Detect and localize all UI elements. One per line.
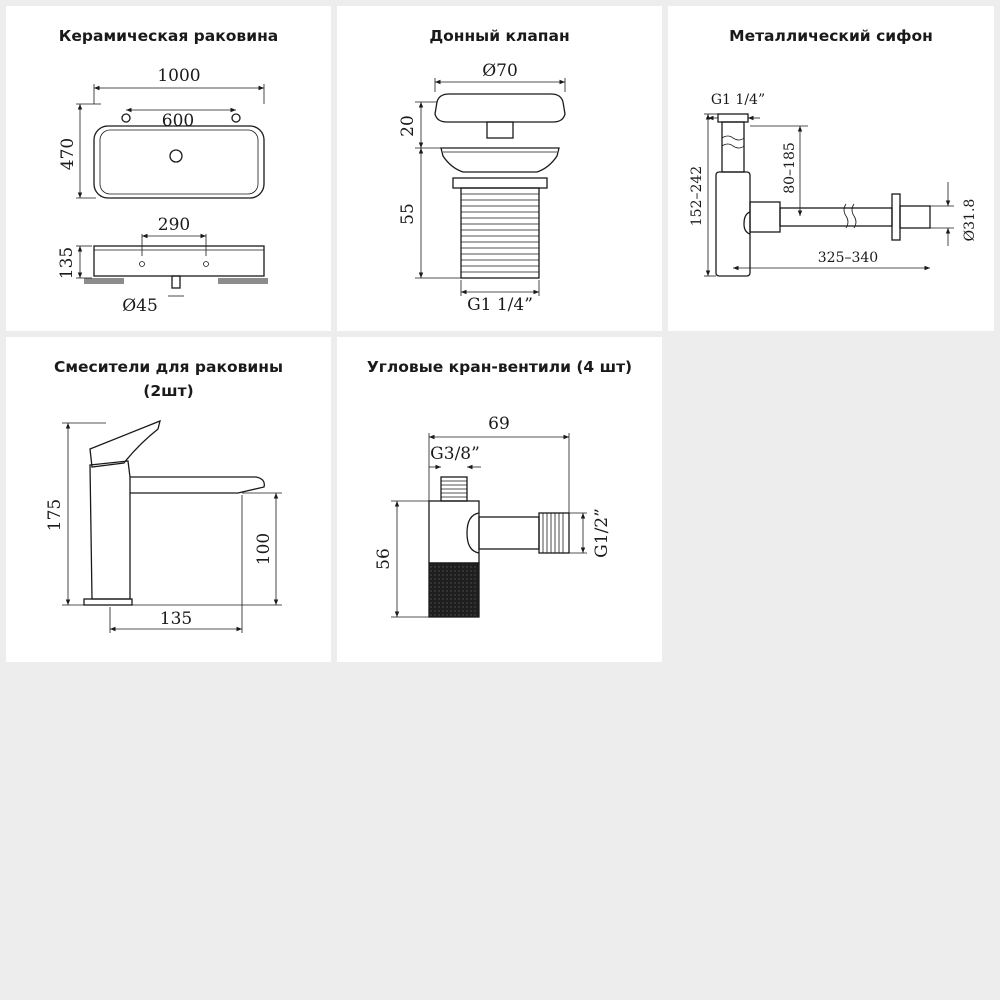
valve-outlet-pipe bbox=[479, 517, 539, 549]
siphon-bottle bbox=[716, 172, 750, 276]
siphon-wall-flange bbox=[892, 194, 900, 240]
dim-height: 175 bbox=[45, 498, 65, 532]
sink-bowl bbox=[100, 130, 258, 194]
valve-body bbox=[429, 501, 479, 563]
valve-nut bbox=[453, 178, 547, 188]
dim-diameter: Ø70 bbox=[482, 61, 518, 81]
valve-knob bbox=[429, 563, 479, 617]
drain-hole bbox=[170, 150, 182, 162]
right-support bbox=[218, 278, 268, 284]
dim-width: 1000 bbox=[157, 66, 201, 86]
dim-taps: 600 bbox=[161, 111, 195, 131]
dim-thread: G1 1/4” bbox=[710, 92, 766, 108]
dim-height: 135 bbox=[57, 246, 77, 280]
siphon-pipe bbox=[780, 208, 892, 226]
card-title: Смесители для раковины (2шт) bbox=[53, 358, 284, 400]
dim-spout: 100 bbox=[254, 532, 274, 566]
valve-drawing bbox=[337, 6, 662, 331]
dim-outlets: 290 bbox=[157, 215, 191, 235]
dim-depth: 470 bbox=[58, 137, 78, 171]
card-angle-valve bbox=[337, 337, 662, 662]
sink-side-outline bbox=[94, 246, 264, 276]
tap-hole-left bbox=[122, 114, 130, 122]
dim-drain: Ø45 bbox=[122, 296, 158, 316]
card-bottom-valve bbox=[337, 6, 662, 331]
card-ceramic-sink bbox=[6, 6, 331, 331]
angle-valve-drawing bbox=[337, 337, 662, 662]
valve-outlet-thread bbox=[539, 513, 569, 553]
siphon-drawing bbox=[668, 6, 994, 331]
tap-hole-right bbox=[232, 114, 240, 122]
dim-length: 325–340 bbox=[817, 250, 879, 266]
card-title: Керамическая раковина bbox=[58, 27, 279, 45]
card-title: Угловые кран-вентили (4 шт) bbox=[366, 358, 633, 376]
dim-inlet: G3/8” bbox=[430, 444, 480, 464]
mixer-body bbox=[90, 461, 130, 599]
card-basin-mixer bbox=[6, 337, 331, 662]
dim-height: 152–242 bbox=[689, 165, 705, 227]
mixer-base bbox=[84, 599, 132, 605]
sink-drawing bbox=[6, 6, 331, 331]
dim-thread: G1 1/4” bbox=[467, 295, 533, 315]
card-metal-siphon bbox=[668, 6, 994, 331]
sink-top-outline bbox=[94, 126, 264, 198]
siphon-upper-tube bbox=[722, 122, 744, 172]
dim-body: 55 bbox=[398, 203, 418, 225]
mixer-handle bbox=[90, 421, 160, 467]
dim-outlet: G1/2” bbox=[592, 508, 612, 558]
valve-cap bbox=[435, 94, 565, 122]
card-title: Донный клапан bbox=[429, 27, 570, 45]
dim-offset: 80–185 bbox=[782, 142, 798, 194]
siphon-elbow bbox=[750, 202, 780, 232]
left-support bbox=[84, 278, 124, 284]
card-title: Металлический сифон bbox=[729, 27, 933, 45]
dim-reach: 135 bbox=[159, 609, 193, 629]
mixer-drawing bbox=[6, 337, 331, 662]
dim-pipe: Ø31.8 bbox=[962, 198, 978, 242]
valve-body bbox=[461, 188, 539, 278]
mixer-spout bbox=[130, 477, 264, 493]
valve-stem bbox=[487, 122, 513, 138]
dim-top: 20 bbox=[398, 115, 418, 137]
dim-height: 56 bbox=[374, 548, 394, 570]
dim-length: 69 bbox=[488, 414, 510, 434]
